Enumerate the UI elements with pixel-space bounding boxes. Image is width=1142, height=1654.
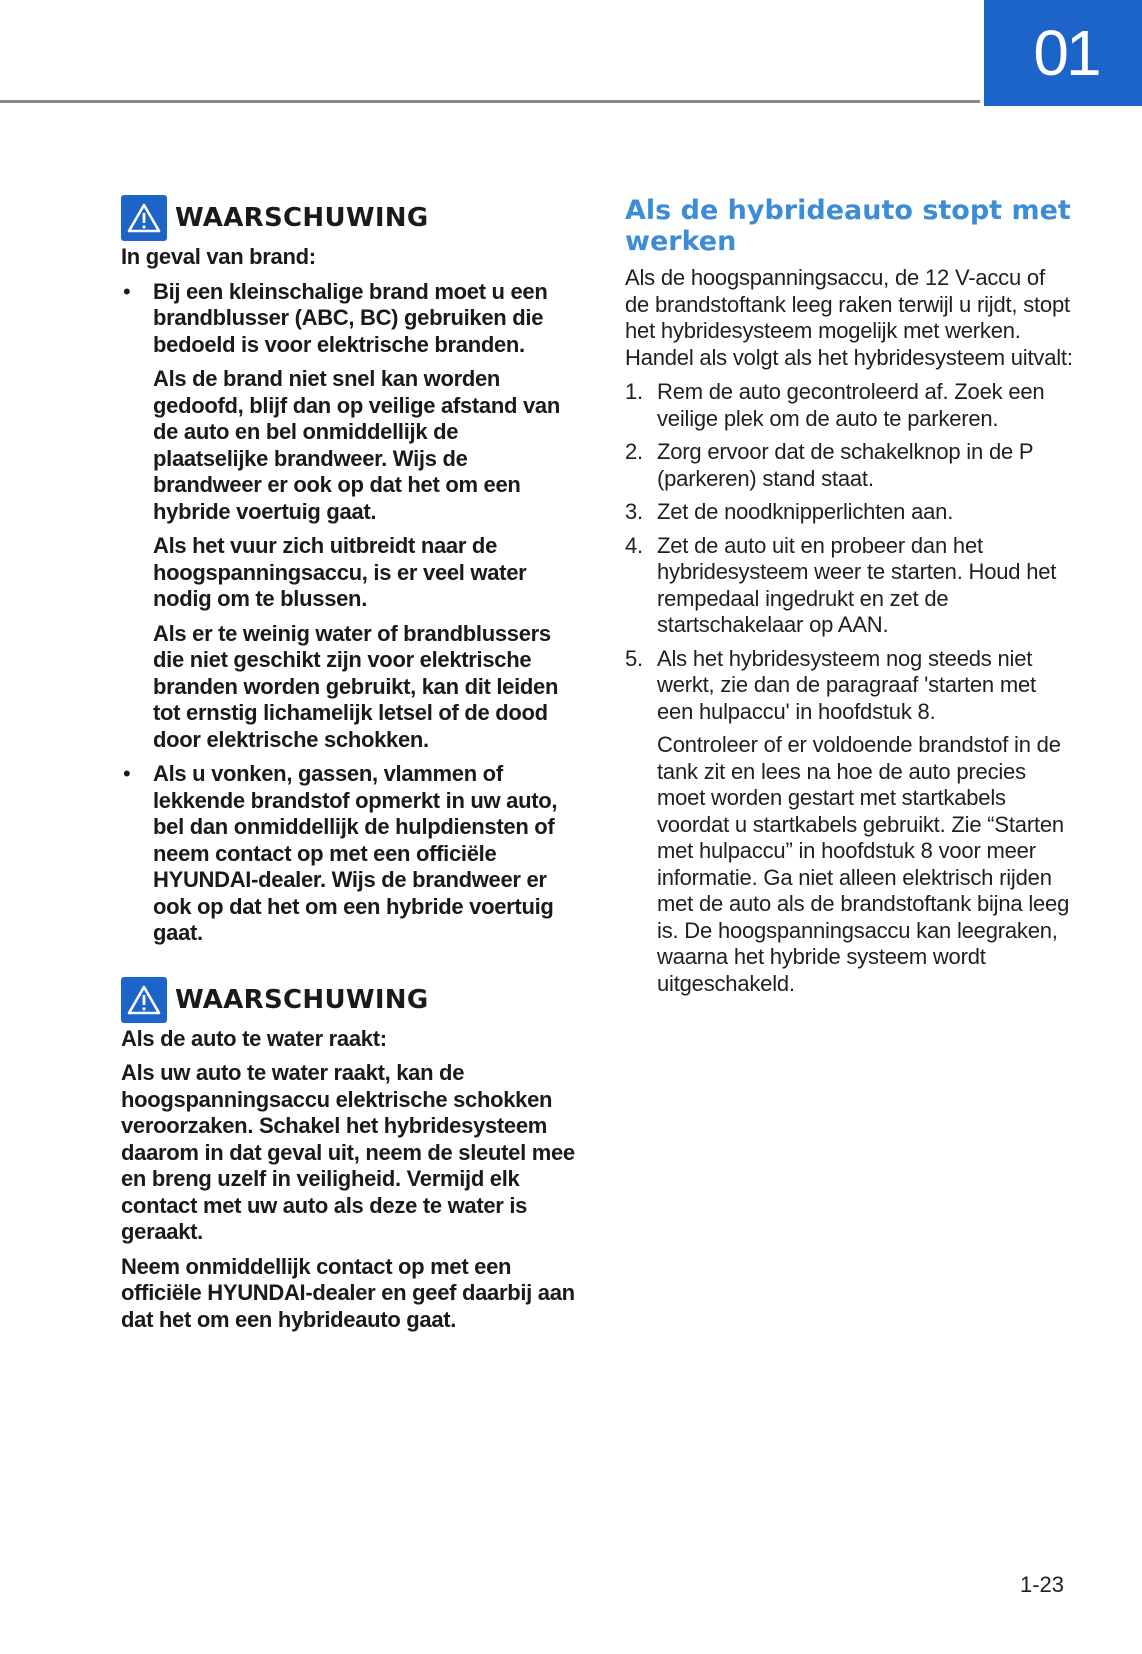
- bullet-item: [121, 761, 575, 947]
- step-number: 4.: [625, 532, 643, 558]
- step-number: 1.: [625, 379, 643, 404]
- bullet-dot-icon: •: [123, 278, 131, 304]
- chapter-tab: 01: [984, 0, 1142, 106]
- bullet-item: [121, 279, 575, 754]
- warning-lead: In geval van brand:: [121, 244, 316, 269]
- warning-header: [121, 977, 575, 1023]
- bullet-paragraph: Als het vuur zich uitbreidt naar de hoogspanningsaccu, is er veel water nodig om te blussen.: [153, 533, 527, 611]
- step-text: Zet de auto uit en probeer dan het hybridesysteem weer te starten. Houd het rempedaal ingedrukt en zet de startschakelaar op AAN.: [657, 532, 1057, 637]
- steps-list: [625, 379, 1073, 997]
- step-item: [625, 439, 1073, 492]
- step-number: 3.: [625, 499, 643, 524]
- warning-lead: Als de auto te water raakt:: [121, 1025, 387, 1051]
- header-rule: [0, 100, 980, 103]
- warning-box-fire: [121, 195, 575, 947]
- page-number: 1-23: [1020, 1572, 1065, 1597]
- right-column: [625, 195, 1073, 1004]
- step-text: Zorg ervoor dat de schakelknop in de P (parkeren) stand staat.: [657, 439, 1034, 491]
- bullet-paragraph: Als er te weinig water of brandblussers die niet geschikt zijn voor elektrische branden worden gebruikt, kan dit leiden tot ernstig lichamelijk letsel of de dood door elektrische schokken.: [153, 620, 559, 752]
- step-number: 5.: [625, 645, 643, 671]
- step-text: Zet de noodknipperlichten aan.: [657, 499, 954, 524]
- step-item: [625, 646, 1073, 998]
- warning-title: WAARSCHUWING: [175, 203, 429, 233]
- bullet-paragraph: Als de brand niet snel kan worden gedoofd, blijf dan op veilige afstand van de auto en bel onmiddellijk de plaatselijke brandweer. Wijs de brandweer er ook op dat het om een hybride voertuig gaat.: [153, 366, 560, 524]
- step-text: Rem de auto gecontroleerd af. Zoek een veilige plek om de auto te parkeren.: [657, 379, 1045, 431]
- warning-header: [121, 195, 575, 241]
- bullet-dot-icon: •: [123, 761, 131, 786]
- bullet-text: Bij een kleinschalige brand moet u een brandblusser (ABC, BC) gebruiken die bedoeld is voor elektrische branden.: [153, 278, 548, 357]
- step-subparagraph: Controleer of er voldoende brandstof in de tank zit en lees na hoe de auto precies moet worden gestart met startkabels voordat u startkabels gebruikt. Zie “Starten met hulpaccu” in hoofdstuk 8 voor meer informatie. Ga niet alleen elektrisch rijden met de auto als de brandstoftank bijna leeg is. De hoogspanningsaccu kan leegraken, waarna het hybride systeem wordt uitgeschakeld.: [657, 732, 1070, 996]
- warning-title: WAARSCHUWING: [175, 984, 429, 1015]
- section-intro: Als de hoogspanningsaccu, de 12 V-accu of de brandstoftank leeg raken terwijl u rijdt, stopt het hybridesysteem mogelijk met werken. Handel als volgt als het hybridesysteem uitvalt:: [625, 265, 1073, 370]
- step-item: [625, 379, 1073, 432]
- section-title: Als de hybrideauto stopt met werken: [625, 195, 1071, 257]
- step-text: Als het hybridesysteem nog steeds niet werkt, zie dan de paragraaf 'starten met een hulpaccu' in hoofdstuk 8.: [657, 645, 1036, 724]
- warning-paragraph: Als uw auto te water raakt, kan de hoogspanningsaccu elektrische schokken veroorzaken. Schakel het hybridesysteem daarom in dat geval uit, neem de sleutel mee en breng uzelf in veiligheid. Vermijd elk contact met uw auto als deze te water is geraakt.: [121, 1060, 575, 1244]
- warning-bullets: [121, 279, 575, 947]
- warning-triangle-icon: [121, 195, 167, 241]
- warning-triangle-icon: [121, 977, 167, 1023]
- step-item: [625, 499, 1073, 526]
- warning-box-water: [121, 977, 575, 1334]
- warning-paragraph: Neem onmiddellijk contact op met een officiële HYUNDAI-dealer en geef daarbij aan dat het om een hybrideauto gaat.: [121, 1253, 575, 1332]
- step-item: [625, 533, 1073, 639]
- bullet-text: Als u vonken, gassen, vlammen of lekkende brandstof opmerkt in uw auto, bel dan onmiddellijk de hulpdiensten of neem contact op met een officiële HYUNDAI-dealer. Wijs de brandweer er ook op dat het om een hybride voertuig gaat.: [153, 761, 558, 945]
- step-number: 2.: [625, 439, 643, 464]
- left-column: [121, 195, 575, 1341]
